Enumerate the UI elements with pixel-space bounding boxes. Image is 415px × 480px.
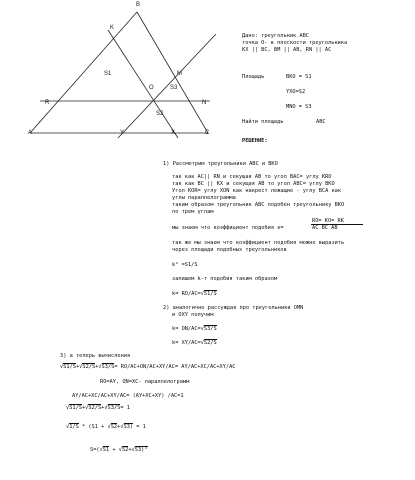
given-line-3: KX || BC, BM || AB, RN || AC [242, 47, 332, 53]
given-line-2: точка O- в плоскости треугольника [242, 40, 348, 46]
area-s1: BKO = S1 [286, 74, 312, 80]
sqrt-sign: √ [79, 364, 83, 370]
calc6-b: S2 [121, 447, 129, 453]
find-value: ABC [316, 119, 326, 125]
ratio-denominators: AC BC AB [312, 225, 338, 231]
k-squared: k² =S1/S [172, 262, 198, 268]
point-x-label: X [171, 130, 176, 136]
solution-heading: РЕШЕНИЕ: [242, 138, 268, 144]
calc5-b: (S1 [88, 424, 98, 430]
sqrt-sign: √ [98, 364, 102, 370]
calc6-c: S3)² [134, 447, 148, 453]
calc6-pre: S=( [90, 447, 100, 453]
calc1-tail: = RO/AC+ON/AC+XY/AC= AY/AC+XC/AC+XY/AC [114, 364, 236, 370]
calc5-tail: = 1 [136, 424, 146, 430]
calc-line-1: √S1/S+√S2/S+√S3/S= RO/AC+ON/AC+XY/AC= AY/AC+XC/AC+XY/AC [60, 364, 236, 370]
calc6-a: S1 [102, 447, 110, 453]
on-root: S3/S [203, 326, 217, 332]
calc5-a: 1/S [69, 424, 79, 430]
sqrt-sign: √ [66, 405, 70, 411]
point-k-label: K [110, 25, 115, 31]
region-s3-label: S3 [170, 85, 178, 91]
step1b-line-1: так же мы знаем что коэффициент подобия можно выразить [172, 240, 345, 246]
k-expression-text: k= RO/AC= [172, 291, 201, 297]
step1-line-2: так как BC || KX и секущая AB то угол ABC= углу BKO [172, 181, 335, 187]
find-label: Найти площадь [242, 119, 284, 125]
calc1-a: S1/S [63, 364, 76, 370]
xy-expression-text: k= XY/AC= [172, 340, 201, 346]
sqrt-sign: √ [120, 424, 124, 430]
point-y-label: Y [120, 130, 125, 136]
step1-line-4: углы параллелограмма [172, 195, 236, 201]
side-ab [30, 12, 137, 133]
ratio-prefix: мы знаем что коэффициент подобия к= [172, 225, 284, 231]
point-n-label: N [202, 100, 207, 106]
k-expression [172, 291, 217, 297]
given-title: Дано: треугольник ABC [242, 33, 309, 39]
sqrt-sign: √ [131, 447, 135, 453]
area-s2: YXO=S2 [286, 89, 306, 95]
point-b-label: B [136, 2, 141, 8]
sqrt-sign: √ [200, 340, 204, 346]
sqrt-sign: √ [99, 447, 103, 453]
sqrt-sign: √ [60, 364, 64, 370]
point-c-label: C [205, 130, 210, 136]
calc5-d: S3) [123, 424, 134, 430]
sqrt-sign: √ [200, 291, 204, 297]
step2-line: и OXY получим [172, 312, 214, 318]
calc-line-2: RO=AY, ON=XC- параллелограмм [100, 379, 190, 385]
xy-root: S2/S [203, 340, 217, 346]
areas-label: Площадь [242, 74, 265, 80]
calc4-a: S1/S [69, 405, 82, 411]
step1-line-5: таким образом треугольник ABC подобен треугольнику BKO [172, 202, 345, 208]
step3-title: 3) а теперь вычисления [60, 353, 131, 359]
step2-title: 2) аналогично рассуждая про треугольники OMN [163, 305, 304, 311]
calc-line-6: S=(√S1 + √S2+√S3)² [90, 447, 148, 453]
calc-line-5: √1/S * (S1 + √S2+√S3) = 1 [66, 424, 146, 430]
area-s3: MNO = S3 [286, 104, 312, 110]
point-a-label: A [28, 130, 33, 136]
point-o-label: O [149, 85, 154, 91]
ratio-numerators: RO= KO= RK [312, 218, 344, 224]
xy-expression [172, 340, 217, 346]
point-m-label: M [177, 71, 182, 77]
point-r-label: R [45, 100, 50, 106]
calc-line-3: AY/AC+XC/AC+XY/AC= (AY+XC+XY) /AC=1 [72, 393, 184, 399]
sqrt-sign: √ [200, 326, 204, 332]
sqrt-sign: √ [85, 405, 89, 411]
step1c-line: запишем k-т подобия таким образом [172, 276, 278, 282]
on-expression [172, 326, 217, 332]
on-expression-text: k= ON/AC= [172, 326, 201, 332]
calc1-c: S3/S [101, 364, 115, 370]
line-ym [118, 34, 216, 138]
step1-title: 1) Рассмотрим треугольники ABC и BKO [163, 161, 278, 167]
sqrt-sign: √ [118, 447, 122, 453]
region-s1-label: S1 [104, 71, 112, 77]
calc1-b: S2/S [82, 364, 96, 370]
step1-line-6: по трем углам [172, 209, 214, 215]
calc5-c: S2 [110, 424, 118, 430]
side-bc [137, 12, 208, 133]
step1-line-3: Угол KOR= углу XON как накрест лежащие - углу BCA как [172, 188, 342, 194]
step1-line-1: так как AC|| RN и секущая AB то угол BAC= углу KRO [172, 174, 332, 180]
sqrt-sign: √ [107, 424, 111, 430]
calc-line-4: √S1/S+√S2/S+√S3/S= 1 [66, 405, 130, 411]
sqrt-sign: √ [104, 405, 108, 411]
line-kx [108, 30, 178, 138]
step1b-line-2: через площади подобных треугольников [172, 247, 287, 253]
k-root: S1/S [203, 291, 217, 297]
calc4-b: S2/S [88, 405, 102, 411]
region-s2-label: S2 [156, 111, 164, 117]
calc4-tail: = 1 [120, 405, 130, 411]
calc4-c: S3/S [107, 405, 121, 411]
sqrt-sign: √ [66, 424, 70, 430]
